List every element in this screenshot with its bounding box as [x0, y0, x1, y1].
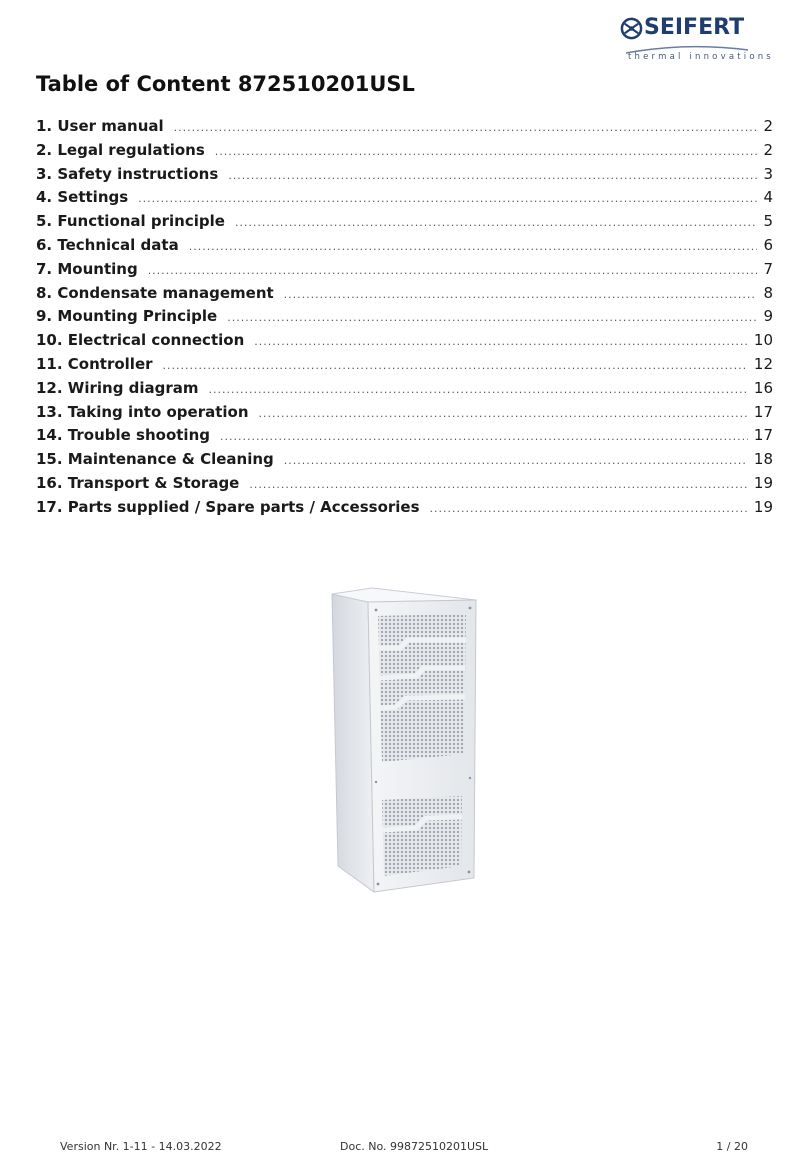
- toc-entry[interactable]: [36, 284, 773, 308]
- toc-dot-leader: [189, 241, 758, 252]
- toc-entry-page: 19: [753, 497, 773, 516]
- toc-entry[interactable]: [36, 307, 773, 331]
- toc-entry-page: 4: [763, 188, 773, 207]
- toc-entry[interactable]: [36, 498, 773, 522]
- toc-entry[interactable]: [36, 426, 773, 450]
- toc-dot-leader: [174, 122, 758, 133]
- footer-version: Version Nr. 1-11 - 14.03.2022: [60, 1140, 222, 1153]
- toc-entry[interactable]: [36, 355, 773, 379]
- toc-dot-leader: [163, 360, 748, 371]
- toc-entry-page: 16: [753, 378, 773, 397]
- toc-entry[interactable]: [36, 188, 773, 212]
- toc-entry-page: 7: [763, 259, 773, 278]
- product-image-cabinet-cooler: [316, 586, 492, 898]
- toc-dot-leader: [209, 384, 748, 395]
- toc-dot-leader: [259, 408, 748, 419]
- toc-entry-label: 9. Mounting Principle: [36, 307, 218, 326]
- toc-entry-page: 17: [753, 426, 773, 445]
- toc-entry[interactable]: [36, 165, 773, 189]
- toc-entry-label: 16. Transport & Storage: [36, 473, 240, 492]
- toc-dot-leader: [235, 217, 758, 228]
- toc-entry-label: 3. Safety instructions: [36, 164, 219, 183]
- toc-entry-label: 14. Trouble shooting: [36, 426, 210, 445]
- toc-dot-leader: [284, 455, 748, 466]
- logo-wordmark: SEIFERT: [644, 15, 745, 40]
- toc-entry-label: 2. Legal regulations: [36, 140, 205, 159]
- seifert-logo: [620, 14, 774, 66]
- toc-dot-leader: [249, 479, 748, 490]
- page-title: Table of Content 872510201USL: [36, 72, 415, 96]
- toc-entry-label: 15. Maintenance & Cleaning: [36, 450, 274, 469]
- toc-entry-page: 19: [753, 473, 773, 492]
- toc-entry-label: 13. Taking into operation: [36, 402, 249, 421]
- toc-dot-leader: [284, 289, 758, 300]
- toc-entry-page: 6: [763, 235, 773, 254]
- toc-entry-label: 7. Mounting: [36, 259, 138, 278]
- footer-page-number: 1 / 20: [716, 1140, 748, 1153]
- toc-entry[interactable]: [36, 141, 773, 165]
- toc-entry-label: 5. Functional principle: [36, 212, 225, 231]
- toc-entry-page: 8: [763, 283, 773, 302]
- toc-entry[interactable]: [36, 260, 773, 284]
- toc-entry[interactable]: [36, 450, 773, 474]
- toc-dot-leader: [430, 503, 748, 514]
- toc-entry-page: 17: [753, 402, 773, 421]
- toc-entry-label: 11. Controller: [36, 354, 153, 373]
- seifert-logo-mark-icon: [620, 17, 643, 40]
- toc-entry-page: 5: [763, 212, 773, 231]
- toc-entry-label: 4. Settings: [36, 188, 129, 207]
- logo-tagline: thermal innovations: [628, 52, 774, 62]
- toc-entry-label: 6. Technical data: [36, 235, 179, 254]
- toc-entry-label: 12. Wiring diagram: [36, 378, 199, 397]
- toc-dot-leader: [254, 336, 748, 347]
- toc-entry-label: 10. Electrical connection: [36, 331, 245, 350]
- toc-entry[interactable]: [36, 474, 773, 498]
- toc-entry-page: 2: [763, 140, 773, 159]
- toc-entry[interactable]: [36, 236, 773, 260]
- toc-entry-page: 2: [763, 117, 773, 135]
- toc-dot-leader: [148, 265, 758, 276]
- toc-entry[interactable]: [36, 379, 773, 403]
- toc-dot-leader: [228, 170, 757, 181]
- toc-dot-leader: [220, 431, 748, 442]
- toc-entry-label: 1. User manual: [36, 117, 164, 135]
- toc-entry[interactable]: [36, 403, 773, 427]
- table-of-contents: [36, 117, 773, 522]
- toc-entry-page: 10: [753, 331, 773, 350]
- toc-entry-label: 8. Condensate management: [36, 283, 274, 302]
- toc-entry-page: 9: [763, 307, 773, 326]
- toc-entry[interactable]: [36, 117, 773, 141]
- toc-entry-page: 12: [753, 354, 773, 373]
- toc-entry[interactable]: [36, 331, 773, 355]
- toc-entry-page: 18: [753, 450, 773, 469]
- toc-entry-label: 17. Parts supplied / Spare parts / Accessories: [36, 497, 420, 516]
- toc-dot-leader: [138, 193, 757, 204]
- toc-entry[interactable]: [36, 212, 773, 236]
- toc-entry-page: 3: [763, 164, 773, 183]
- toc-dot-leader: [227, 312, 757, 323]
- toc-dot-leader: [215, 146, 758, 157]
- footer-doc-number: Doc. No. 99872510201USL: [340, 1140, 489, 1153]
